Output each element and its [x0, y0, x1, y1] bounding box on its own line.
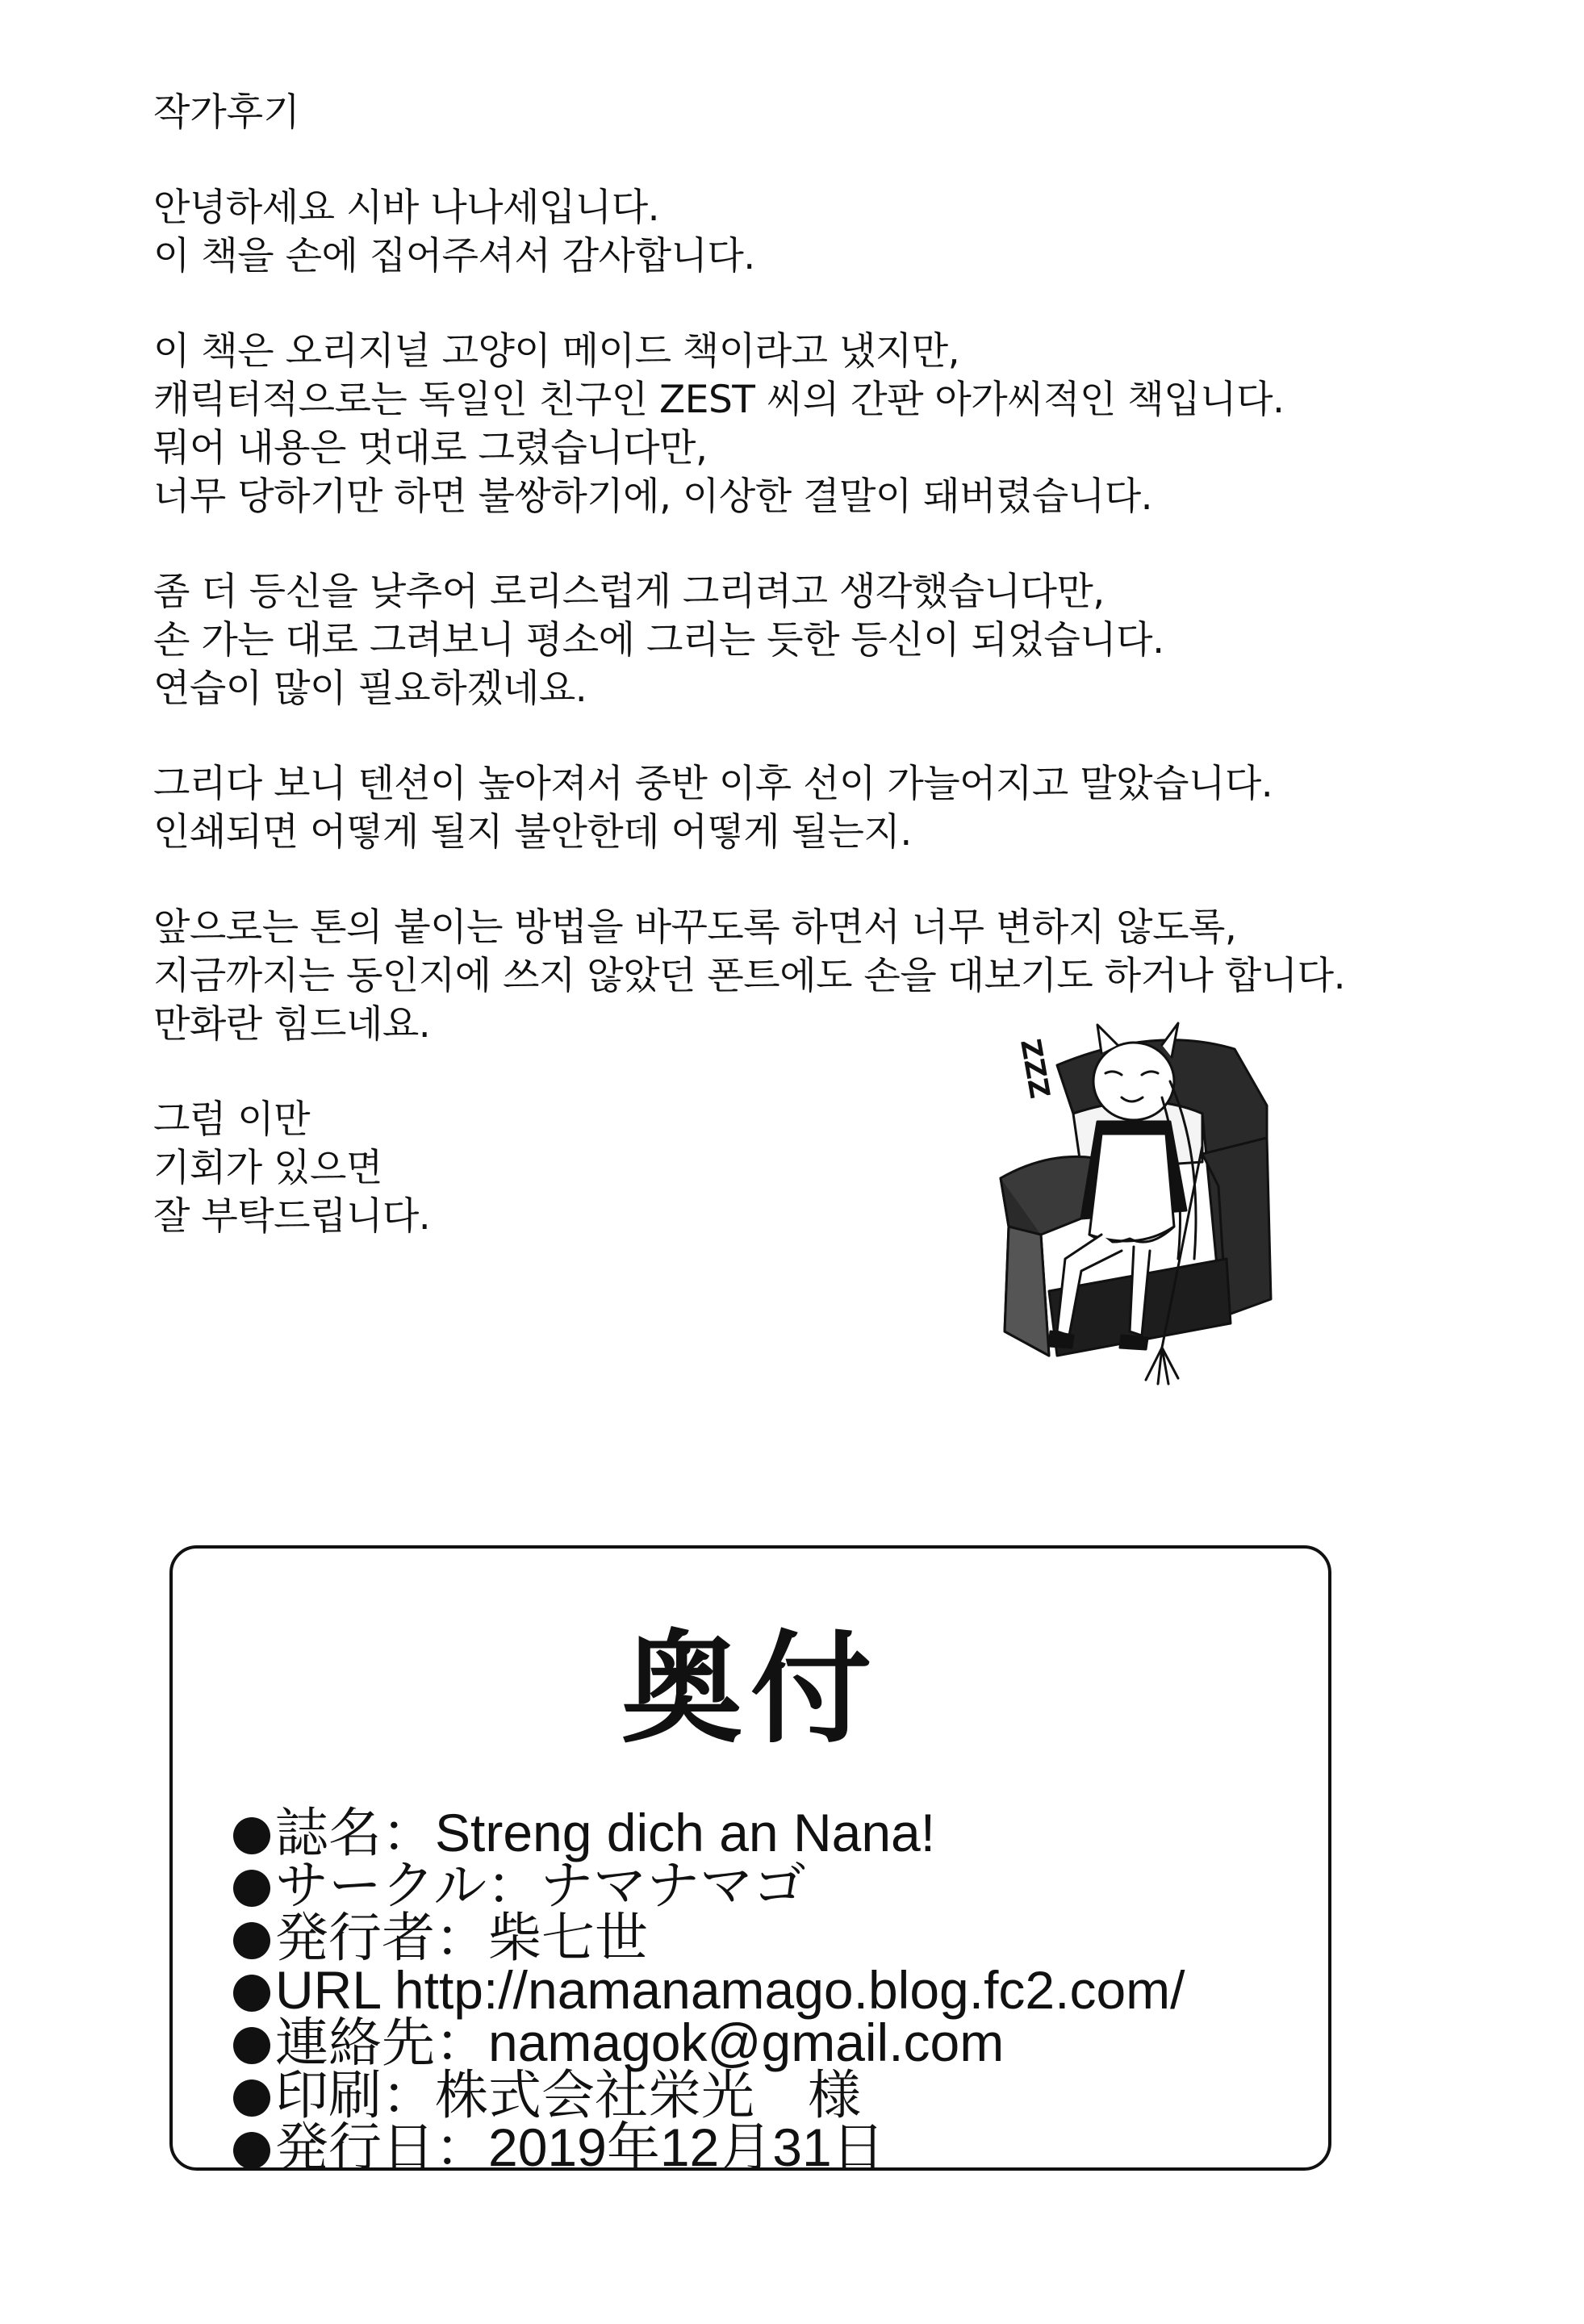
- colophon-entry-text: 発行者：柴七世: [275, 1908, 648, 1967]
- colophon-entry-text: サークル：ナマナマゴ: [275, 1855, 807, 1915]
- afterword-line: 잘 부탁드립니다.: [153, 1194, 431, 1239]
- colophon-list: [233, 1803, 1185, 2177]
- afterword-line: 기회가 있으면: [153, 1146, 382, 1190]
- colophon-entry-text: 印刷：株式会社栄光 様: [275, 2065, 861, 2125]
- colophon-entry-publisher: [233, 1908, 1185, 1967]
- afterword-line: 만화란 힘드네요.: [153, 1002, 431, 1047]
- bullet-icon: [233, 1817, 270, 1854]
- colophon-entry-text: URL http://namanamago.blog.fc2.com/: [275, 1960, 1185, 2020]
- afterword-line: 손 가는 대로 그려보니 평소에 그리는 듯한 등신이 되었습니다.: [153, 618, 1164, 663]
- colophon-entry-text: 誌名：Streng dich an Nana!: [275, 1803, 936, 1862]
- bullet-icon: [233, 1975, 270, 2012]
- colophon-entry-printer: [233, 2065, 1185, 2125]
- afterword-paragraph: [153, 568, 1283, 713]
- afterword-paragraph: [153, 328, 1283, 521]
- colophon-entry-circle: [233, 1855, 1185, 1915]
- afterword-line: 지금까지는 동인지에 쓰지 않았던 폰트에도 손을 대보기도 하거나 합니다.: [153, 954, 1346, 998]
- afterword-line: 안녕하세요 시바 나나세입니다.: [153, 186, 660, 230]
- bullet-icon: [233, 2132, 270, 2169]
- afterword-line: 좀 더 등신을 낮추어 로리스럽게 그리려고 생각했습니다만,: [153, 570, 1105, 614]
- bullet-icon: [233, 1922, 270, 1959]
- bullet-icon: [233, 2079, 270, 2117]
- afterword-line: 인쇄되면 어떻게 될지 불안한데 어떻게 될는지.: [153, 810, 912, 855]
- colophon-entry-title: [233, 1803, 1185, 1862]
- afterword-line: 캐릭터적으로는 독일인 친구인 ZEST 씨의 간판 아가씨적인 책입니다.: [153, 378, 1285, 422]
- afterword-line: 이 책은 오리지널 고양이 메이드 책이라고 냈지만,: [153, 329, 960, 374]
- afterword-line: 뭐어 내용은 멋대로 그렸습니다만,: [153, 426, 708, 470]
- colophon-entry-text: 連絡先：namagok@gmail.com: [275, 2013, 1005, 2072]
- bullet-icon: [233, 2027, 270, 2064]
- sleep-z-text: ZZZ: [1014, 1036, 1056, 1101]
- colophon-entry-url: [233, 1960, 1185, 2020]
- colophon-entry-text: 発行日：2019年12月31日: [275, 2117, 885, 2177]
- afterword-paragraph: [153, 760, 1283, 857]
- afterword-line: 연습이 많이 필요하겠네요.: [153, 667, 587, 711]
- afterword-heading: 작가후기: [153, 90, 300, 135]
- colophon-box: [169, 1545, 1331, 2177]
- afterword-line: 이 책을 손에 집어주셔서 감사합니다.: [153, 234, 755, 278]
- afterword-paragraph: [153, 184, 1283, 281]
- colophon-title: 奥付: [621, 1620, 880, 1760]
- bullet-icon: [233, 1870, 270, 1907]
- afterword-line: 그럼 이만: [153, 1097, 311, 1142]
- afterword-line: 앞으로는 톤의 붙이는 방법을 바꾸도록 하면서 너무 변하지 않도록,: [153, 905, 1237, 950]
- colophon-entry-date: [233, 2117, 1185, 2177]
- colophon-entry-contact: [233, 2013, 1185, 2072]
- maid-armchair-illustration: [960, 993, 1283, 1396]
- afterword-line: 그리다 보니 텐션이 높아져서 중반 이후 선이 가늘어지고 말았습니다.: [153, 762, 1273, 806]
- afterword-line: 너무 당하기만 하면 불쌍하기에, 이상한 결말이 돼버렸습니다.: [153, 474, 1153, 519]
